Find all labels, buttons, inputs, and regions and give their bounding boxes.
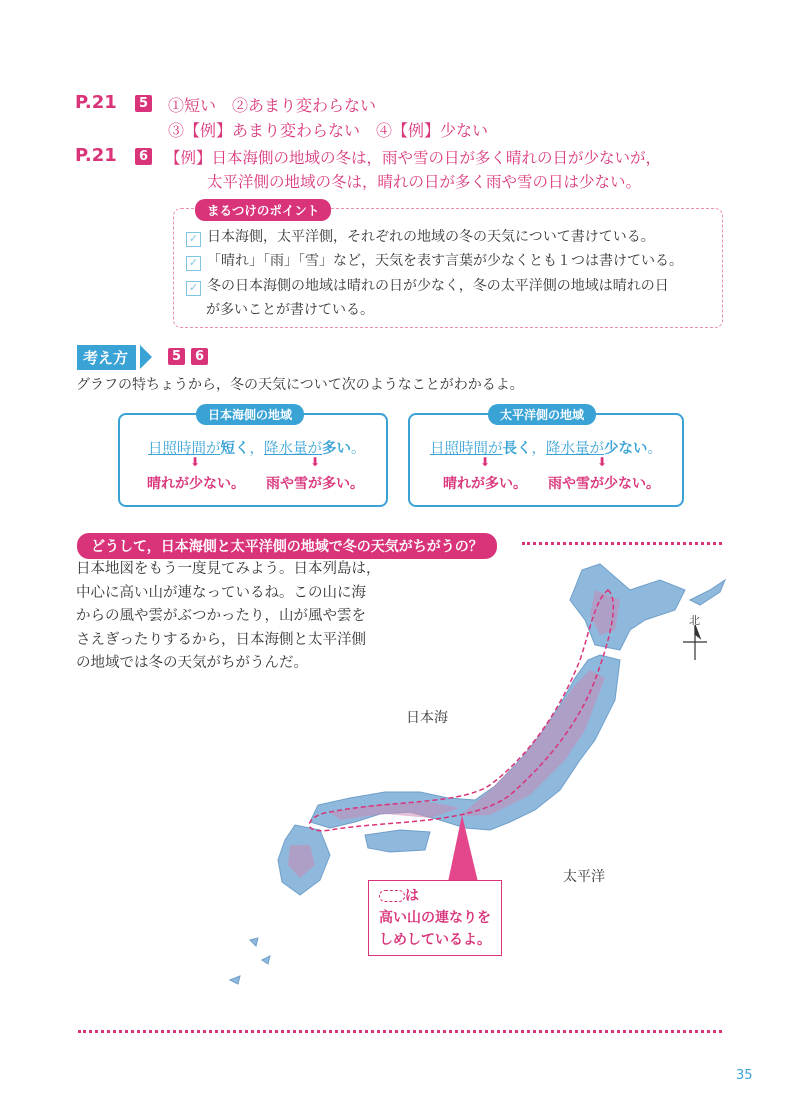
page-ref-q5: P.21 [75,92,117,113]
question-number-6: 6 [135,148,152,165]
down-arrow-icon: ⬇ [190,455,201,469]
marking-points-tag: まるつけのポイント [195,199,331,221]
down-arrow-icon: ⬇ [597,455,608,469]
down-arrow-icon: ⬇ [480,455,491,469]
map-callout: は 高い山の連なりを しめしているよ。 [368,880,502,956]
page-number: 35 [736,1068,753,1083]
checkbox-icon: ✓ [186,281,201,296]
point-item-3-cont: が多いことが書けている。 [206,302,374,318]
point-item-3: ✓ 冬の日本海側の地域は晴れの日が少なく，冬の太平洋側の地域は晴れの日 [186,275,669,296]
comparison-tag-pacific: 太平洋側の地域 [488,404,596,425]
result-pacific-1: 晴れが多い。 [443,476,527,492]
kangaekata-intro: グラフの特ちょうから，冬の天気について次のようなことがわかるよ。 [76,377,524,393]
why-explanation: 日本地図をもう一度見てみよう。日本列島は， 中心に高い山が連なっているね。この山に海 からの風や雲がぶつかったり，山が風や雲を さえぎったりするから，日本海側と太平洋側 の地域では冬の天気がちがうんだ。 [76,561,381,671]
answer-q6-line2: 太平洋側の地域の冬は，晴れの日が多く雨や雪の日は少ない。 [207,173,642,191]
kangaekata-label: 考え方 [77,345,136,370]
northern-islands [690,580,725,605]
result-sea-of-japan-1: 晴れが少ない。 [147,476,245,492]
sea-of-japan-label: 日本海 [406,710,448,726]
kangaekata-num-5: 5 [168,348,185,365]
checkbox-icon: ✓ [186,232,201,247]
dotted-divider-bottom [78,1030,722,1033]
comparison-tag-sea-of-japan: 日本海側の地域 [196,404,304,425]
hokkaido [570,564,685,650]
comparison-condition-pacific: 日照時間が長く，降水量が少ない。 [430,441,662,457]
checkbox-icon: ✓ [186,256,201,271]
pacific-ocean-label: 太平洋 [563,869,605,885]
page-ref-q6: P.21 [75,145,117,166]
down-arrow-icon: ⬇ [310,455,321,469]
shikoku [365,830,430,852]
dashed-oval-icon [379,890,405,902]
result-pacific-2: 雨や雪が少ない。 [548,476,660,492]
mountain-relief [288,590,620,878]
north-label: 北 [689,614,700,627]
comparison-condition-sea-of-japan: 日照時間が短く，降水量が多い。 [148,441,366,457]
southern-islands [230,938,270,984]
question-number-5: 5 [135,95,152,112]
point-item-1: ✓ 日本海側，太平洋側，それぞれの地域の冬の天気について書けている。 [186,226,655,247]
kangaekata-arrow-icon [140,345,152,369]
dotted-divider-top [522,542,722,545]
point-item-2: ✓ 「晴れ」「雨」「雪」など，天気を表す言葉が少なくとも１つは書けている。 [186,250,683,271]
answer-q5-line1: ①短い ②あまり変わらない [168,96,377,115]
answer-q5-line2: ③【例】あまり変わらない ④【例】少ない [168,121,489,140]
result-sea-of-japan-2: 雨や雪が多い。 [266,476,364,492]
answer-q6-line1: 【例】日本海側の地域の冬は，雨や雪の日が多く晴れの日が少ないが， [165,149,662,167]
kangaekata-num-6: 6 [191,348,208,365]
why-question-band: どうして，日本海側と太平洋側の地域で冬の天気がちがうの？ [77,533,497,559]
north-compass-icon [683,625,707,660]
